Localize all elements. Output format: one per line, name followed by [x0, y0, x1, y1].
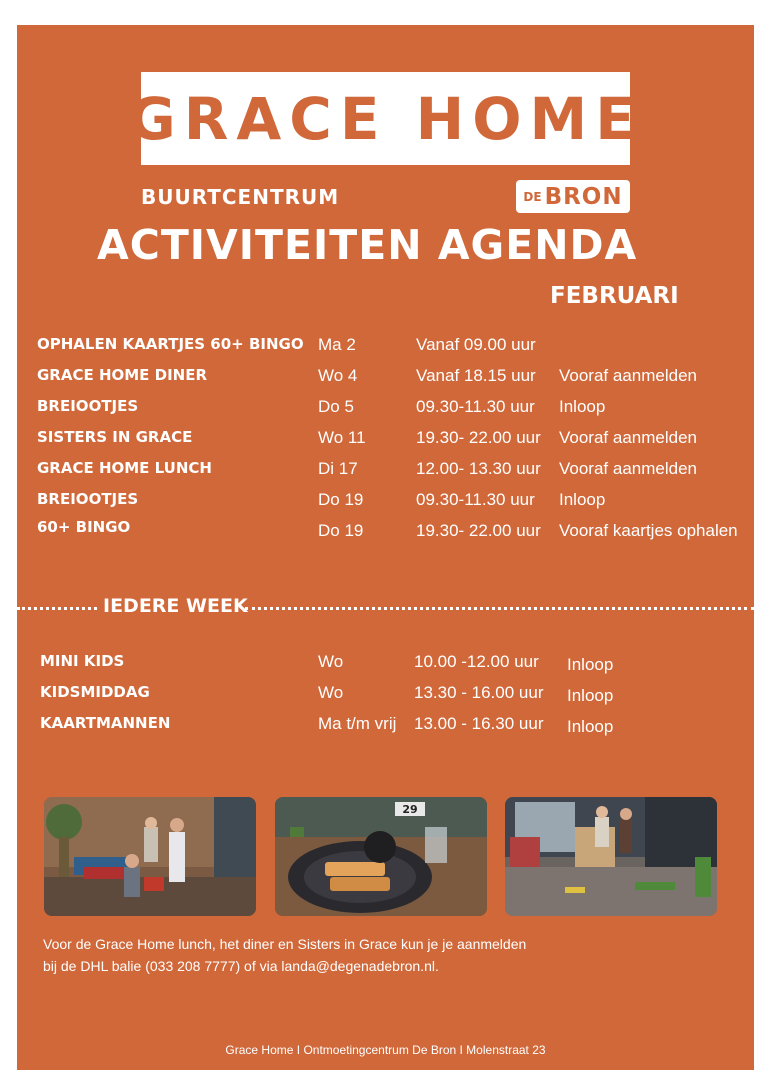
- weekly-time: 13.30 - 16.00 uur: [414, 683, 544, 702]
- weekly-name: MINI KIDS: [40, 652, 125, 670]
- month-label: FEBRUARI: [550, 283, 679, 309]
- event-row: [17, 428, 754, 452]
- info-line: Voor de Grace Home lunch, het diner en Sisters in Grace kun je je aanmelden: [43, 936, 527, 952]
- event-note: Vooraf aanmelden: [559, 428, 697, 447]
- event-row: [17, 366, 754, 390]
- event-note: Inloop: [559, 490, 606, 509]
- event-row: [17, 335, 754, 359]
- event-day: Ma 2: [318, 335, 356, 354]
- de-bron-logo-big: BRON: [544, 183, 623, 210]
- weekly-note: Inloop: [567, 717, 614, 736]
- weekly-time: 13.00 - 16.30 uur: [414, 714, 544, 733]
- event-name: 60+ BINGO: [37, 518, 131, 536]
- weekly-day: Wo: [318, 652, 344, 671]
- event-day: Do 5: [318, 397, 354, 416]
- event-time: 09.30-11.30 uur: [416, 397, 535, 416]
- weekly-day: Ma t/m vrij: [318, 714, 397, 733]
- event-day: Do 19: [318, 490, 364, 509]
- event-day: Wo 11: [318, 428, 366, 447]
- event-row: [17, 459, 754, 483]
- event-note: Inloop: [559, 397, 606, 416]
- logo-subtitle: BUURTCENTRUM: [141, 185, 340, 209]
- registration-info: [43, 933, 683, 977]
- event-time: 19.30- 22.00 uur: [416, 521, 541, 540]
- event-note: Vooraf aanmelden: [559, 459, 697, 478]
- event-day: Wo 4: [318, 366, 358, 385]
- photo-kids-playing: [505, 797, 717, 916]
- weekly-row: [17, 683, 754, 707]
- event-time: 09.30-11.30 uur: [416, 490, 535, 509]
- photo-kids-playroom: [44, 797, 256, 916]
- de-bron-logo: [516, 180, 630, 213]
- event-time: Vanaf 09.00 uur: [416, 335, 536, 354]
- weekly-time: 10.00 -12.00 uur: [414, 652, 539, 671]
- de-bron-logo-small: DE: [523, 189, 542, 204]
- weekly-day: Wo: [318, 683, 344, 702]
- photo-lunch-table: [275, 797, 487, 916]
- event-note: Vooraf kaartjes ophalen: [559, 521, 738, 540]
- weekly-name: KAARTMANNEN: [40, 714, 171, 732]
- event-day: Di 17: [318, 459, 358, 478]
- event-row: [17, 397, 754, 421]
- event-time: Vanaf 18.15 uur: [416, 366, 536, 385]
- weekly-note: Inloop: [567, 655, 614, 674]
- page-title: ACTIVITEITEN AGENDA: [97, 221, 638, 269]
- flyer: [17, 25, 754, 1070]
- info-line: bij de DHL balie (033 208 7777) of via landa@degenadebron.nl.: [43, 958, 439, 974]
- weekly-heading: IEDERE WEEK: [103, 595, 248, 617]
- event-day: Do 19: [318, 521, 364, 540]
- event-name: SISTERS IN GRACE: [37, 428, 193, 446]
- weekly-note: Inloop: [567, 686, 614, 705]
- dotted-line: [17, 607, 97, 610]
- dotted-line: [245, 607, 754, 610]
- event-row: [17, 490, 754, 514]
- event-name: GRACE HOME LUNCH: [37, 459, 212, 477]
- event-time: 19.30- 22.00 uur: [416, 428, 541, 447]
- weekly-name: KIDSMIDDAG: [40, 683, 150, 701]
- event-name: GRACE HOME DINER: [37, 366, 208, 384]
- event-name: OPHALEN KAARTJES 60+ BINGO: [37, 335, 304, 353]
- event-row: [17, 518, 754, 542]
- event-time: 12.00- 13.30 uur: [416, 459, 541, 478]
- weekly-divider: [17, 595, 754, 625]
- event-note: Vooraf aanmelden: [559, 366, 697, 385]
- logo-title: GRACE HOME: [128, 84, 643, 153]
- photo-table-number: 29: [402, 803, 418, 816]
- footer-address: Grace Home I Ontmoetingcentrum De Bron I Molenstraat 23: [225, 1043, 546, 1057]
- weekly-row: [17, 714, 754, 738]
- weekly-row: [17, 652, 754, 676]
- grace-home-logo: [128, 72, 643, 165]
- event-name: BREIOOTJES: [37, 490, 139, 508]
- event-name: BREIOOTJES: [37, 397, 139, 415]
